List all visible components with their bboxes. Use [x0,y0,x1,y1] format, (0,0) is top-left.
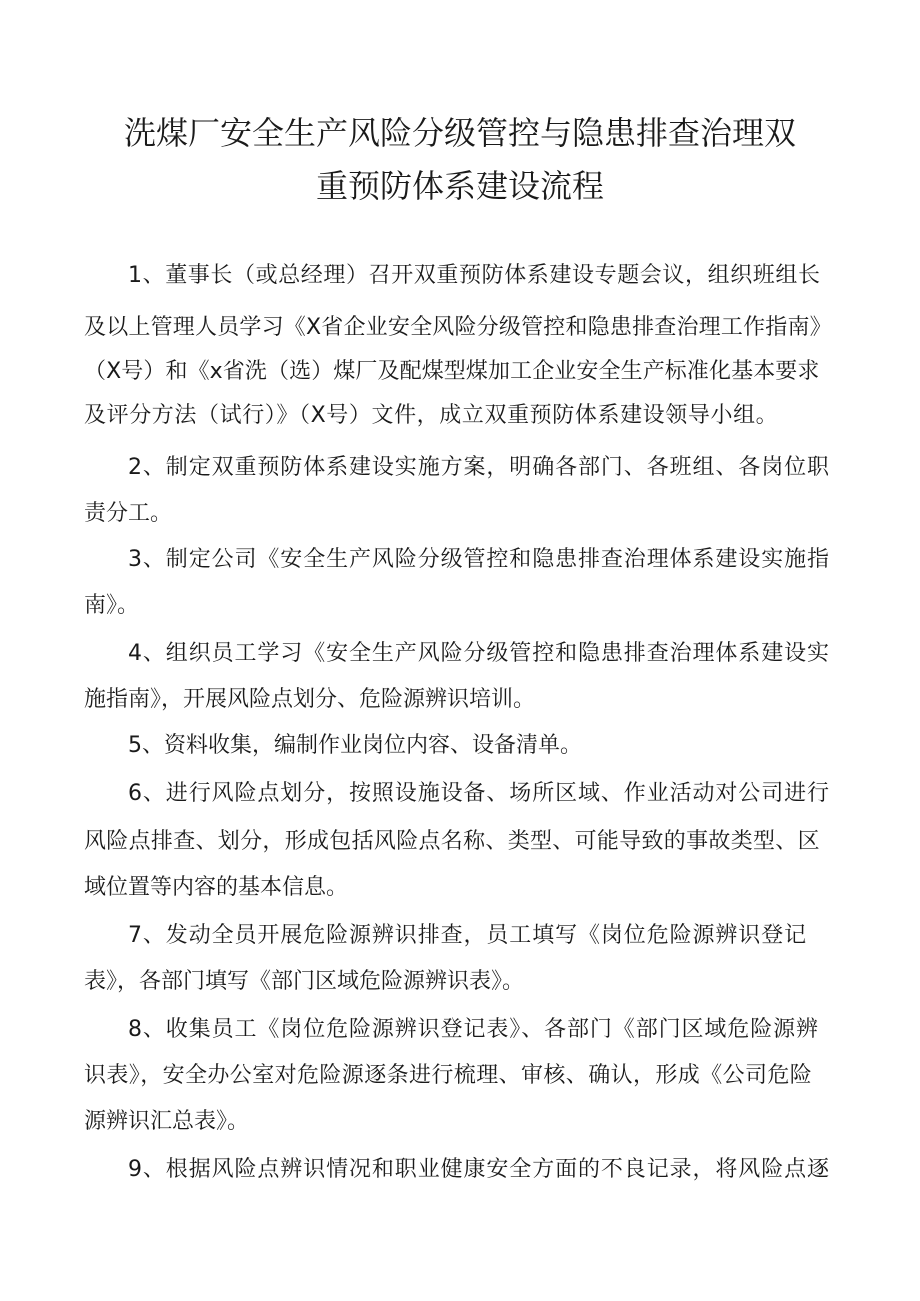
paragraph-6-line-2: 风险点排查、划分，形成包括风险点名称、类型、可能导致的事故类型、区 [84,829,820,854]
paragraph-4-line-1: 4、组织员工学习《安全生产风险分级管控和隐患排查治理体系建设实 [128,641,830,666]
document-title-line-2: 重预防体系建设流程 [315,167,604,205]
paragraph-4-line-2: 施指南》，开展风险点划分、危险源辨识培训。 [84,687,536,712]
paragraph-8-line-2: 识表》，安全办公室对危险源逐条进行梳理、审核、确认，形成《公司危险 [84,1063,813,1088]
paragraph-8-line-1: 8、收集员工《岗位危险源辨识登记表》、各部门《部门区域危险源辨 [128,1017,819,1042]
paragraph-6-line-1: 6、进行风险点划分，按照设施设备、场所区域、作业活动对公司进行 [128,781,830,806]
paragraph-1-line-1: 1、董事长（或总经理）召开双重预防体系建设专题会议，组织班组长 [128,263,821,288]
paragraph-1-line-4: 及评分方法（试行）》（X号）文件，成立双重预防体系建设领导小组。 [84,403,779,428]
paragraph-6-line-3: 域位置等内容的基本信息。 [84,875,349,900]
document-title-line-1: 洗煤厂安全生产风险分级管控与隐患排查治理双 [123,114,796,152]
paragraph-7-line-1: 7、发动全员开展危险源辨识排查，员工填写《岗位危险源辨识登记 [128,923,807,948]
paragraph-9-line-1: 9、根据风险点辨识情况和职业健康安全方面的不良记录，将风险点逐 [128,1157,830,1182]
paragraph-1-line-3: （X号）和《x省洗（选）煤厂及配煤型煤加工企业安全生产标准化基本要求 [84,359,820,384]
paragraph-3-line-1: 3、制定公司《安全生产风险分级管控和隐患排查治理体系建设实施指 [128,547,830,572]
paragraph-3-line-2: 南》。 [84,593,140,618]
paragraph-1-line-2: 及以上管理人员学习《X省企业安全风险分级管控和隐患排查治理工作指南》 [84,315,832,340]
paragraph-5-line-1: 5、资料收集，编制作业岗位内容、设备清单。 [128,733,582,758]
paragraph-8-line-3: 源辨识汇总表》。 [84,1109,250,1134]
paragraph-7-line-2: 表》，各部门填写《部门区域危险源辨识表》。 [84,969,525,994]
paragraph-2-line-1: 2、制定双重预防体系建设实施方案，明确各部门、各班组、各岗位职 [128,455,830,480]
paragraph-2-line-2: 责分工。 [84,501,173,526]
